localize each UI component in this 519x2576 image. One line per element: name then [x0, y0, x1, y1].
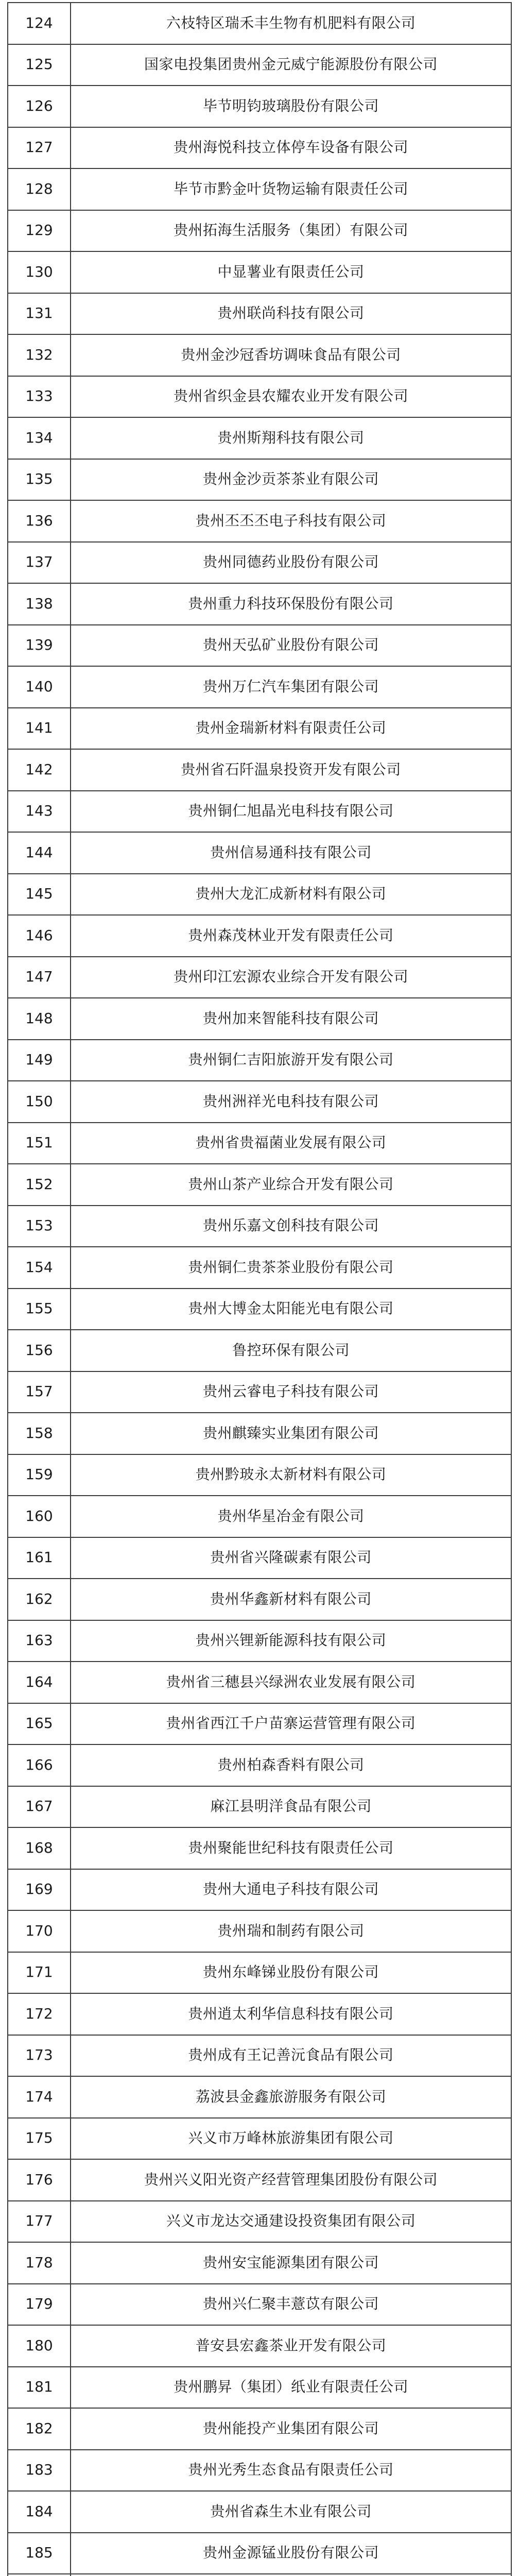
- company-name: 贵州成有王记善沅食品有限公司: [71, 2035, 511, 2077]
- company-name: 毕节明钧玻璃股份有限公司: [71, 86, 511, 127]
- table-row: [8, 86, 511, 127]
- company-name: 贵州大博金太阳能光电有限公司: [71, 1289, 511, 1330]
- table-row: [8, 127, 511, 169]
- table-row: [8, 1496, 511, 1537]
- row-number: 126: [8, 86, 71, 127]
- table-row: [8, 2159, 511, 2201]
- company-name: 兴义市龙达交通建设投资集团有限公司: [71, 2201, 511, 2243]
- company-name: 贵州省贵福菌业发展有限公司: [71, 1123, 511, 1164]
- table-row: [8, 1289, 511, 1330]
- row-number: 125: [8, 44, 71, 86]
- company-name: 麻江县明洋食品有限公司: [71, 1786, 511, 1828]
- company-name: 贵州海悦科技立体停车设备有限公司: [71, 127, 511, 169]
- company-name: 贵州铜仁贵茶茶业股份有限公司: [71, 1247, 511, 1289]
- row-number: 161: [8, 1537, 71, 1579]
- row-number: 175: [8, 2118, 71, 2160]
- table-row: [8, 251, 511, 293]
- row-number: 174: [8, 2076, 71, 2118]
- table-row: [8, 915, 511, 957]
- row-number: 159: [8, 1454, 71, 1496]
- table-row: [8, 749, 511, 791]
- row-number: 143: [8, 791, 71, 833]
- table-row: [8, 1040, 511, 1081]
- company-name: 贵州省西江千户苗寨运营管理有限公司: [71, 1703, 511, 1745]
- row-number: 166: [8, 1744, 71, 1786]
- company-name: 贵州丕丕丕电子科技有限公司: [71, 500, 511, 542]
- table-row: [8, 1703, 511, 1745]
- table-row: [8, 1454, 511, 1496]
- company-name: 贵州万仁汽车集团有限公司: [71, 666, 511, 708]
- row-number: 169: [8, 1869, 71, 1911]
- table-row: [8, 957, 511, 998]
- company-name: 贵州同德药业股份有限公司: [71, 542, 511, 584]
- row-number: 150: [8, 1081, 71, 1123]
- table-row: [8, 210, 511, 252]
- company-name: 贵州云睿电子科技有限公司: [71, 1371, 511, 1413]
- row-number: 180: [8, 2325, 71, 2367]
- company-name: 贵州山茶产业综合开发有限公司: [71, 1164, 511, 1206]
- table-row: [8, 2242, 511, 2284]
- row-number: 136: [8, 500, 71, 542]
- table-row: [8, 417, 511, 459]
- row-number: 139: [8, 625, 71, 667]
- table-row: [8, 708, 511, 750]
- row-number: 163: [8, 1620, 71, 1662]
- company-name: 贵州大通电子科技有限公司: [71, 1869, 511, 1911]
- row-number: 179: [8, 2284, 71, 2326]
- company-name: 贵州瑞和制药有限公司: [71, 1910, 511, 1952]
- table-row: [8, 625, 511, 667]
- company-name: 鲁控环保有限公司: [71, 1330, 511, 1371]
- company-name: 贵州麒臻实业集团有限公司: [71, 1413, 511, 1454]
- company-name: 毕节市黔金叶货物运输有限责任公司: [71, 168, 511, 210]
- company-name: 贵州兴仁聚丰薏苡有限公司: [71, 2284, 511, 2326]
- company-name: 贵州能投产业集团有限公司: [71, 2408, 511, 2450]
- table-row: [8, 583, 511, 625]
- row-number: 165: [8, 1703, 71, 1745]
- company-name: 贵州兴锂新能源科技有限公司: [71, 1620, 511, 1662]
- table-row: [8, 2491, 511, 2533]
- company-name: 贵州铜仁吉阳旅游开发有限公司: [71, 1040, 511, 1081]
- company-name: 贵州柏森香料有限公司: [71, 1744, 511, 1786]
- company-name: 贵州兴义阳光资产经营管理集团股份有限公司: [71, 2159, 511, 2201]
- company-name: 荔波县金鑫旅游服务有限公司: [71, 2076, 511, 2118]
- company-name: 贵州省森生木业有限公司: [71, 2491, 511, 2533]
- row-number: 158: [8, 1413, 71, 1454]
- row-number: 146: [8, 915, 71, 957]
- table-row: [8, 2284, 511, 2326]
- company-name: 贵州省织金县农耀农业开发有限公司: [71, 376, 511, 418]
- row-number: 133: [8, 376, 71, 418]
- row-number: 141: [8, 708, 71, 750]
- company-name: 贵州省三穗县兴绿洲农业发展有限公司: [71, 1662, 511, 1703]
- table-row: [8, 542, 511, 584]
- company-name: 贵州金沙冠香坊调味食品有限公司: [71, 334, 511, 376]
- table-row: [8, 1620, 511, 1662]
- company-name: 贵州逍太利华信息科技有限公司: [71, 1993, 511, 2035]
- table-row: [8, 1247, 511, 1289]
- company-name: 贵州大龙汇成新材料有限公司: [71, 874, 511, 916]
- row-number: 155: [8, 1289, 71, 1330]
- table-row: [8, 1330, 511, 1371]
- row-number: 131: [8, 293, 71, 335]
- table-row: [8, 1123, 511, 1164]
- row-number: 162: [8, 1579, 71, 1620]
- table-row: [8, 2035, 511, 2077]
- row-number: 132: [8, 334, 71, 376]
- company-name: 贵州拓海生活服务（集团）有限公司: [71, 210, 511, 252]
- company-name: 贵州森茂林业开发有限责任公司: [71, 915, 511, 957]
- company-name: 贵州光秀生态食品有限责任公司: [71, 2450, 511, 2492]
- company-name: 贵州洲祥光电科技有限公司: [71, 1081, 511, 1123]
- company-table-body: [8, 3, 511, 2576]
- table-row: [8, 376, 511, 418]
- row-number: 156: [8, 1330, 71, 1371]
- company-name: 贵州金沙贡茶茶业有限公司: [71, 459, 511, 501]
- company-name: 贵州东峰锑业股份有限公司: [71, 1952, 511, 1994]
- table-row: [8, 2325, 511, 2367]
- table-row: [8, 2118, 511, 2160]
- table-row: [8, 666, 511, 708]
- table-row: [8, 1744, 511, 1786]
- table-row: [8, 1413, 511, 1454]
- row-number: 135: [8, 459, 71, 501]
- company-name: 普安县宏鑫茶业开发有限公司: [71, 2325, 511, 2367]
- company-name: [71, 2574, 511, 2576]
- row-number: 137: [8, 542, 71, 584]
- company-name: 贵州华星冶金有限公司: [71, 1496, 511, 1537]
- row-number: 149: [8, 1040, 71, 1081]
- company-name: 贵州聚能世纪科技有限责任公司: [71, 1827, 511, 1869]
- company-name: 贵州金源锰业股份有限公司: [71, 2533, 511, 2574]
- row-number: [8, 2574, 71, 2576]
- table-row: [8, 791, 511, 833]
- table-row: [8, 874, 511, 916]
- table-row: [8, 2367, 511, 2409]
- row-number: 142: [8, 749, 71, 791]
- row-number: 167: [8, 1786, 71, 1828]
- table-row: [8, 1786, 511, 1828]
- row-number: 130: [8, 251, 71, 293]
- table-row: [8, 1371, 511, 1413]
- table-row: [8, 168, 511, 210]
- company-name: 六枝特区瑞禾丰生物有机肥料有限公司: [71, 3, 511, 44]
- company-name: 贵州印江宏源农业综合开发有限公司: [71, 957, 511, 998]
- row-number: 128: [8, 168, 71, 210]
- table-row: [8, 1827, 511, 1869]
- row-number: 176: [8, 2159, 71, 2201]
- table-row: [8, 293, 511, 335]
- row-number: 153: [8, 1206, 71, 1247]
- company-name: 贵州鹏昇（集团）纸业有限责任公司: [71, 2367, 511, 2409]
- company-name: 贵州天弘矿业股份有限公司: [71, 625, 511, 667]
- row-number: 154: [8, 1247, 71, 1289]
- table-row: [8, 1952, 511, 1994]
- company-name: 兴义市万峰林旅游集团有限公司: [71, 2118, 511, 2160]
- table-row: [8, 2450, 511, 2492]
- row-number: 124: [8, 3, 71, 44]
- table-row: [8, 1206, 511, 1247]
- company-name: 中显薯业有限责任公司: [71, 251, 511, 293]
- table-row: [8, 1579, 511, 1620]
- table-row: [8, 459, 511, 501]
- row-number: 182: [8, 2408, 71, 2450]
- company-name: 贵州金瑞新材料有限责任公司: [71, 708, 511, 750]
- row-number: 147: [8, 957, 71, 998]
- table-row: [8, 2574, 511, 2576]
- row-number: 151: [8, 1123, 71, 1164]
- table-row: [8, 1993, 511, 2035]
- table-row: [8, 3, 511, 44]
- row-number: 148: [8, 998, 71, 1040]
- row-number: 140: [8, 666, 71, 708]
- row-number: 178: [8, 2242, 71, 2284]
- company-name: 国家电投集团贵州金元威宁能源股份有限公司: [71, 44, 511, 86]
- row-number: 152: [8, 1164, 71, 1206]
- row-number: 134: [8, 417, 71, 459]
- row-number: 172: [8, 1993, 71, 2035]
- company-name: 贵州铜仁旭晶光电科技有限公司: [71, 791, 511, 833]
- table-row: [8, 1662, 511, 1703]
- table-row: [8, 1910, 511, 1952]
- company-name: 贵州联尚科技有限公司: [71, 293, 511, 335]
- company-name: 贵州重力科技环保股份有限公司: [71, 583, 511, 625]
- row-number: 157: [8, 1371, 71, 1413]
- row-number: 144: [8, 832, 71, 874]
- table-row: [8, 1081, 511, 1123]
- table-row: [8, 2533, 511, 2574]
- company-name: 贵州加来智能科技有限公司: [71, 998, 511, 1040]
- table-row: [8, 832, 511, 874]
- table-row: [8, 334, 511, 376]
- company-name: 贵州省兴隆碳素有限公司: [71, 1537, 511, 1579]
- company-name: 贵州信易通科技有限公司: [71, 832, 511, 874]
- table-row: [8, 2076, 511, 2118]
- row-number: 164: [8, 1662, 71, 1703]
- row-number: 168: [8, 1827, 71, 1869]
- table-row: [8, 2201, 511, 2243]
- company-name: 贵州省石阡温泉投资开发有限公司: [71, 749, 511, 791]
- company-name: 贵州安宝能源集团有限公司: [71, 2242, 511, 2284]
- row-number: 183: [8, 2450, 71, 2492]
- table-row: [8, 998, 511, 1040]
- row-number: 171: [8, 1952, 71, 1994]
- company-name: 贵州斯翔科技有限公司: [71, 417, 511, 459]
- row-number: 170: [8, 1910, 71, 1952]
- table-row: [8, 500, 511, 542]
- company-name: 贵州黔玻永太新材料有限公司: [71, 1454, 511, 1496]
- row-number: 181: [8, 2367, 71, 2409]
- row-number: 145: [8, 874, 71, 916]
- row-number: 160: [8, 1496, 71, 1537]
- table-row: [8, 1869, 511, 1911]
- table-row: [8, 1537, 511, 1579]
- company-name: 贵州华鑫新材料有限公司: [71, 1579, 511, 1620]
- company-name: 贵州乐嘉文创科技有限公司: [71, 1206, 511, 1247]
- row-number: 138: [8, 583, 71, 625]
- row-number: 173: [8, 2035, 71, 2077]
- row-number: 129: [8, 210, 71, 252]
- company-table: [7, 2, 512, 2576]
- row-number: 184: [8, 2491, 71, 2533]
- row-number: 185: [8, 2533, 71, 2574]
- row-number: 127: [8, 127, 71, 169]
- row-number: 177: [8, 2201, 71, 2243]
- table-row: [8, 44, 511, 86]
- table-row: [8, 1164, 511, 1206]
- table-row: [8, 2408, 511, 2450]
